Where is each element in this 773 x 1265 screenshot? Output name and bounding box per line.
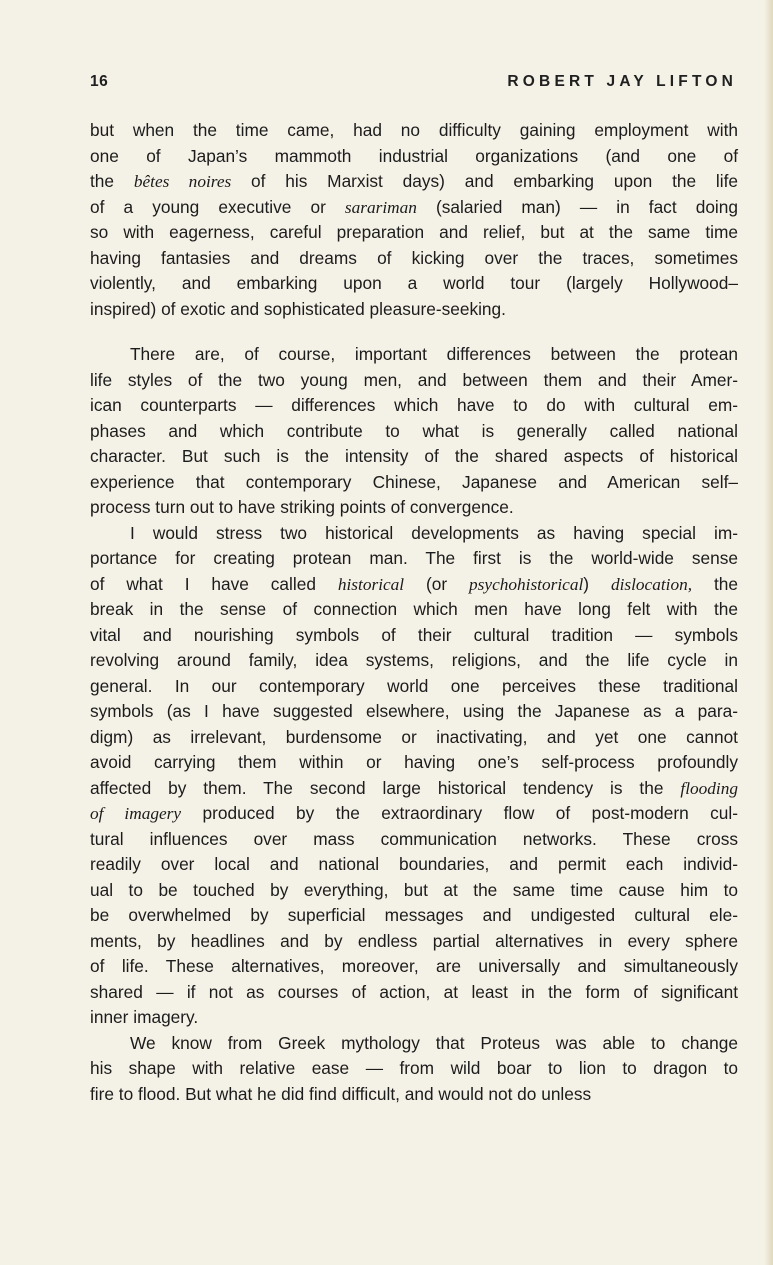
text-line: the bêtes noires of his Marxist days) and embarking upon the life [90,171,739,191]
text-line: inspired) of exotic and sophisticated pleasure-seeking. [90,298,506,319]
text-line: symbols (as I have suggested elsewhere, using the Japanese as a para- [90,701,738,721]
text-line: one of Japan’s mammoth industrial organizations (and one of [90,145,738,166]
text-line: but when the time came, had no difficulty gaining employment with [90,120,738,140]
text-line: digm) as irrelevant, burdensome or inactivating, and yet one cannot [90,726,738,747]
text-line: ican counterparts — differences which have to do with cultural em- [90,395,738,415]
text-line: of what I have called historical (or psychohistorical) dislocation, the [90,573,738,594]
text-line: violently, and embarking upon a world tour (largely Hollywood– [90,273,738,293]
body-text [90,118,738,1107]
paragraph [90,521,738,1031]
paragraph [90,118,738,322]
text-line: be overwhelmed by superficial messages and undigested cultural ele- [90,905,738,925]
text-line: We know from Greek mythology that Proteus was able to change [130,1032,738,1053]
text-line: ual to be touched by everything, but at the same time cause him to [90,879,738,900]
text-line: revolving around family, idea systems, religions, and the life cycle in [90,650,738,670]
italic-term: historical [337,574,405,594]
text-line: so with eagerness, careful preparation and relief, but at the same time [90,222,738,242]
italic-term: bêtes noires [133,172,232,191]
text-line: tural influences over mass communication networks. These cross [90,828,738,849]
text-line: process turn out to have striking points of convergence. [90,497,514,517]
text-line: There are, of course, important differences between the protean [130,344,738,364]
text-line: life styles of the two young men, and between them and their Amer- [90,369,738,390]
text-line: affected by them. The second large historical tendency is the flooding [90,777,738,798]
text-line: I would stress two historical developments as having special im- [130,522,738,543]
text-line: of life. These alternatives, moreover, are universally and simultaneously [90,956,738,976]
italic-term: sarariman [344,197,417,217]
paragraph-gap [90,322,738,342]
italic-term: flooding [680,778,738,798]
text-line: ments, by headlines and by endless partial alternatives in every sphere [90,930,738,951]
text-line: his shape with relative ease — from wild boar to lion to dragon to [90,1058,738,1078]
text-line: fire to flood. But what he did find difficult, and would not do unless [90,1083,592,1104]
page-number: 16 [90,73,109,90]
text-line: break in the sense of connection which men have long felt with the [90,599,738,619]
running-head: ROBERT JAY LIFTON [507,73,737,90]
text-line: general. In our contemporary world one perceives these traditional [90,675,738,696]
text-line: vital and nourishing symbols of their cultural tradition — symbols [90,624,738,645]
text-line: shared — if not as courses of action, at least in the form of significant [90,981,738,1002]
text-line: inner imagery. [90,1007,199,1027]
text-line: readily over local and national boundaries, and permit each individ- [90,854,738,874]
paragraph [90,1031,738,1108]
italic-term: psychohistorical [469,574,584,594]
page-header [90,73,737,91]
italic-term: dislocation, [610,574,693,594]
text-line: portance for creating protean man. The first is the world-wide sense [90,548,738,568]
text-line: phases and which contribute to what is generally called national [90,420,738,441]
text-line: having fantasies and dreams of kicking over the traces, sometimes [90,247,738,268]
italic-term: of imagery [90,804,182,823]
text-line: of imagery produced by the extraordinary flow of post-modern cul- [90,803,738,823]
paragraph [90,342,738,521]
page-edge-shadow [764,0,773,1265]
text-line: experience that contemporary Chinese, Japanese and American self– [90,471,738,492]
text-line: of a young executive or sarariman (salaried man) — in fact doing [90,196,738,217]
text-line: avoid carrying them within or having one’s self-process profoundly [90,752,738,772]
text-line: character. But such is the intensity of the shared aspects of historical [90,446,738,466]
